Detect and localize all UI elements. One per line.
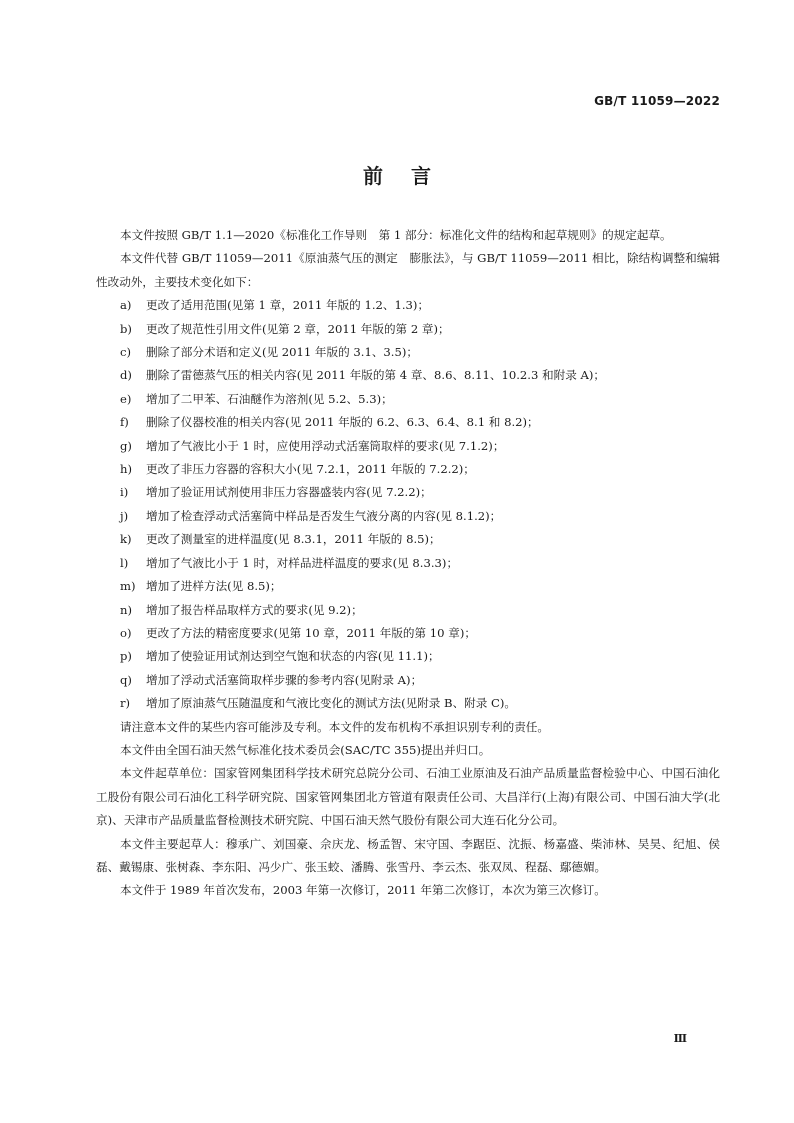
list-text: 更改了非压力容器的容积大小(见 7.2.1，2011 年版的 7.2.2)； <box>146 462 475 477</box>
list-item <box>96 645 720 668</box>
list-marker: l) <box>120 555 129 570</box>
list-marker: e) <box>120 391 132 406</box>
list-text: 增加了气液比小于 1 时，应使用浮动式活塞筒取样的要求(见 7.1.2)； <box>146 438 505 453</box>
list-text: 增加了进样方法(见 8.5)； <box>146 579 282 594</box>
list-text: 更改了方法的精密度要求(见第 10 章，2011 年版的第 10 章)； <box>146 625 476 640</box>
list-marker: r) <box>120 696 131 711</box>
list-marker: f) <box>120 415 129 430</box>
list-text: 删除了雷德蒸气压的相关内容(见 2011 年版的第 4 章、8.6、8.11、10.2.3 和附录 A)； <box>146 368 605 383</box>
drafting-organizations-paragraph: 本文件起草单位：国家管网集团科学技术研究总院分公司、石油工业原油及石油产品质量监督检验中心、中国石油化工股份有限公司石油化工科学研究院、国家管网集团北方管道有限责任公司、大昌洋行(上海)有限公司、中国石油大学(北京)、天津市产品质量监督检测技术研究院、中国石油天然气股份有限公司大连石化分公司。 <box>96 766 720 828</box>
list-item <box>96 505 720 528</box>
list-marker: g) <box>120 438 132 453</box>
list-marker: b) <box>120 321 132 336</box>
list-text: 更改了测量室的进样温度(见 8.3.1，2011 年版的 8.5)； <box>146 532 441 547</box>
page-number: Ⅲ <box>673 1032 687 1045</box>
list-text: 增加了气液比小于 1 时，对样品进样温度的要求(见 8.3.3)； <box>146 555 459 570</box>
standard-code: GB/T 11059—2022 <box>594 94 720 108</box>
list-marker: p) <box>120 649 132 664</box>
list-item <box>96 481 720 504</box>
list-text: 增加了验证用试剂使用非压力容器盛装内容(见 7.2.2)； <box>146 485 432 500</box>
technical-changes-list <box>96 294 720 715</box>
list-item <box>96 575 720 598</box>
list-item <box>96 599 720 622</box>
list-marker: j) <box>120 508 129 523</box>
list-text: 增加了原油蒸气压随温度和气液比变化的测试方法(见附录 B、附录 C)。 <box>146 696 517 711</box>
list-item <box>96 435 720 458</box>
list-text: 删除了仪器校准的相关内容(见 2011 年版的 6.2、6.3、6.4、8.1 和 8.2)； <box>146 415 539 430</box>
list-marker: q) <box>120 672 132 687</box>
list-text: 增加了报告样品取样方式的要求(见 9.2)； <box>146 602 363 617</box>
list-item <box>96 669 720 692</box>
list-item <box>96 411 720 434</box>
list-item <box>96 294 720 317</box>
list-marker: c) <box>120 345 132 360</box>
list-text: 更改了适用范围(见第 1 章，2011 年版的 1.2、1.3)； <box>146 298 430 313</box>
intro-paragraph-drafting-rules: 本文件按照 GB/T 1.1—2020《标准化工作导则 第 1 部分：标准化文件的结构和起草规则》的规定起草。 <box>120 228 672 242</box>
list-marker: h) <box>120 462 132 477</box>
list-marker: d) <box>120 368 132 383</box>
list-item <box>96 318 720 341</box>
list-text: 增加了使验证用试剂达到空气饱和状态的内容(见 11.1)； <box>146 649 440 664</box>
proposer-paragraph: 本文件由全国石油天然气标准化技术委员会(SAC/TC 355)提出并归口。 <box>120 742 491 757</box>
list-item <box>96 388 720 411</box>
list-text: 删除了部分术语和定义(见 2011 年版的 3.1、3.5)； <box>146 345 418 360</box>
list-marker: m) <box>120 579 136 594</box>
list-marker: n) <box>120 602 132 617</box>
list-item <box>96 692 720 715</box>
list-marker: o) <box>120 625 132 640</box>
list-marker: a) <box>120 298 132 313</box>
patent-notice-paragraph: 请注意本文件的某些内容可能涉及专利。本文件的发布机构不承担识别专利的责任。 <box>120 719 549 734</box>
list-marker: i) <box>120 485 129 500</box>
intro-paragraph-replacement: 本文件代替 GB/T 11059—2011《原油蒸气压的测定 膨胀法》，与 GB/T 11059—2011 相比，除结构调整和编辑性改动外，主要技术变化如下： <box>96 251 720 289</box>
list-text: 更改了规范性引用文件(见第 2 章，2011 年版的第 2 章)； <box>146 321 450 336</box>
list-item <box>96 341 720 364</box>
list-item <box>96 622 720 645</box>
page-title: 前言 <box>363 164 459 188</box>
list-text: 增加了二甲苯、石油醚作为溶剂(见 5.2、5.3)； <box>146 391 393 406</box>
list-item <box>96 364 720 387</box>
list-item <box>96 552 720 575</box>
list-text: 增加了浮动式活塞筒取样步骤的参考内容(见附录 A)； <box>146 672 423 687</box>
list-marker: k) <box>120 532 132 547</box>
list-item <box>96 458 720 481</box>
list-text: 增加了检查浮动式活塞筒中样品是否发生气液分离的内容(见 8.1.2)； <box>146 508 502 523</box>
drafters-paragraph: 本文件主要起草人：穆承广、刘国豪、佘庆龙、杨孟智、宋守国、李踞臣、沈振、杨嘉盛、柴沛林、吴昊、纪旭、侯磊、戴锡康、张树森、李东阳、冯少广、张玉蛟、潘腾、张雪丹、李云杰、张双凤、程磊、鄢德媚。 <box>96 836 720 874</box>
list-item <box>96 528 720 551</box>
document-body <box>96 224 720 903</box>
history-paragraph: 本文件于 1989 年首次发布，2003 年第一次修订，2011 年第二次修订，本次为第三次修订。 <box>120 883 606 898</box>
